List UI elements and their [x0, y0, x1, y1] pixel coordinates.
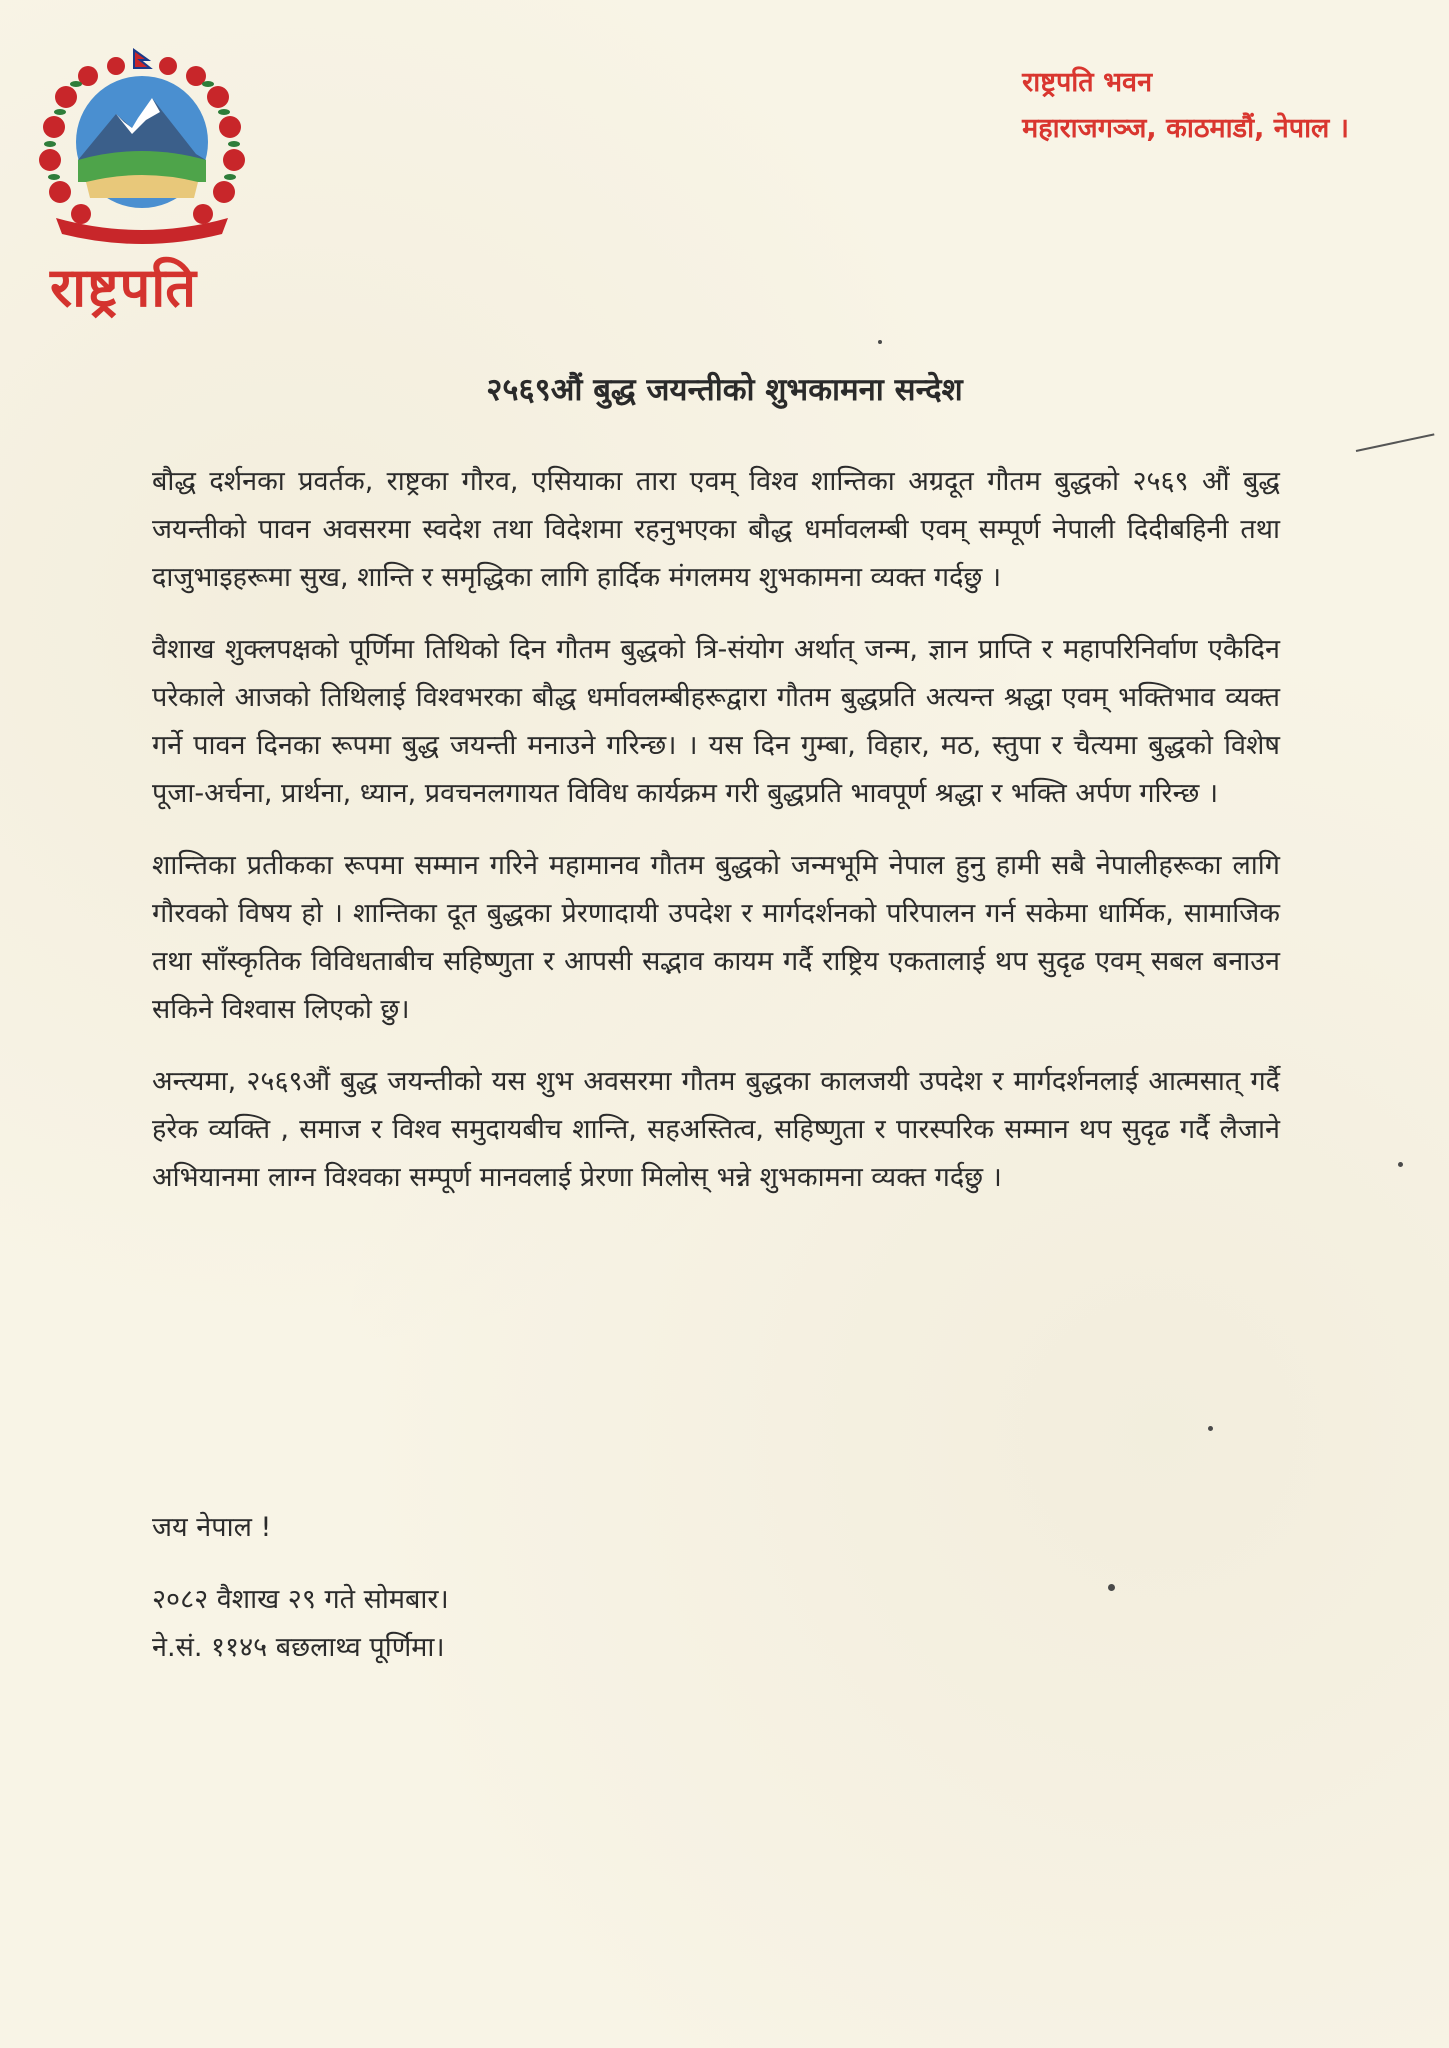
national-emblem-icon: [26, 42, 258, 252]
address-line-1: राष्ट्रपति भवन: [1022, 67, 1153, 98]
paper-speck: [1398, 1162, 1403, 1167]
paper-scratch: [1356, 433, 1435, 452]
paragraph: अन्त्यमा, २५६९औं बुद्ध जयन्तीको यस शुभ अवसरमा गौतम बुद्धका कालजयी उपदेश र मार्गदर्शनलाई आत्मसात् गर्दै हरेक व्यक्ति , समाज र विश्व समुदायबीच शान्ति, सहअस्तित्व, सहिष्णुता र पारस्परिक सम्मान थप सुदृढ गर्दै लैजाने अभियानमा लाग्न विश्वका सम्पूर्ण मानवलाई प्रेरणा मिलोस् भन्ने शुभकामना व्यक्त गर्दछु ।: [152, 1066, 1280, 1193]
date-line-1: २०८२ वैशाख २९ गते सोमबार।: [152, 1584, 449, 1615]
paragraph: शान्तिका प्रतीकका रूपमा सम्मान गरिने महामानव गौतम बुद्धको जन्मभूमि नेपाल हुनु हामी सबै नेपालीहरूका लागि गौरवको विषय हो । शान्तिका दूत बुद्धका प्रेरणादायी उपदेश र मार्गदर्शनको परिपालन गर्न सकेमा धार्मिक, सामाजिक तथा साँस्कृतिक विविधताबीच सहिष्णुता र आपसी सद्भाव कायम गर्दै राष्ट्रिय एकतालाई थप सुदृढ एवम् सबल बनाउन सकिने विश्वास लिएको छु।: [152, 850, 1280, 1025]
paper-speck: [878, 340, 882, 344]
message-title: २५६९औं बुद्ध जयन्तीको शुभकामना सन्देश: [486, 372, 963, 408]
salutation: जय नेपाल !: [152, 1512, 272, 1543]
office-address: [1022, 60, 1349, 152]
emblem-label: राष्ट्रपति: [50, 256, 198, 319]
paragraph: बौद्ध दर्शनका प्रवर्तक, राष्ट्रका गौरव, एसियाका तारा एवम् विश्व शान्तिका अग्रदूत गौतम बुद्धको २५६९ औं बुद्ध जयन्तीको पावन अवसरमा स्वदेश तथा विदेशमा रहनुभएका बौद्ध धर्मावलम्बी एवम् सम्पूर्ण नेपाली दिदीबहिनी तथा दाजुभाइहरूमा सुख, शान्ति र समृद्धिका लागि हार्दिक मंगलमय शुभकामना व्यक्त गर्दछु ।: [152, 466, 1280, 593]
paper-speck: [1108, 1584, 1115, 1591]
paragraph: वैशाख शुक्लपक्षको पूर्णिमा तिथिको दिन गौतम बुद्धको त्रि-संयोग अर्थात् जन्म, ज्ञान प्राप्ति र महापरिनिर्वाण एकैदिन परेकाले आजको तिथिलाई विश्वभरका बौद्ध धर्मावलम्बीहरूद्वारा गौतम बुद्धप्रति अत्यन्त श्रद्धा एवम् भक्तिभाव व्यक्त गर्ने पावन दिनका रूपमा बुद्ध जयन्ती मनाउने गरिन्छ। । यस दिन गुम्बा, विहार, मठ, स्तुपा र चैत्यमा बुद्धको विशेष पूजा-अर्चना, प्रार्थना, ध्यान, प्रवचनलगायत विविध कार्यक्रम गरी बुद्धप्रति भावपूर्ण श्रद्धा र भक्ति अर्पण गरिन्छ ।: [152, 634, 1280, 809]
paper-speck: [1208, 1426, 1213, 1431]
date-line-2: ने.सं. ११४५ बछलाथ्व पूर्णिमा।: [152, 1632, 445, 1663]
closing-block: [152, 1504, 449, 1672]
message-body: [152, 458, 1280, 1226]
address-line-2: महाराजगञ्ज, काठमाडौं, नेपाल ।: [1022, 113, 1349, 144]
